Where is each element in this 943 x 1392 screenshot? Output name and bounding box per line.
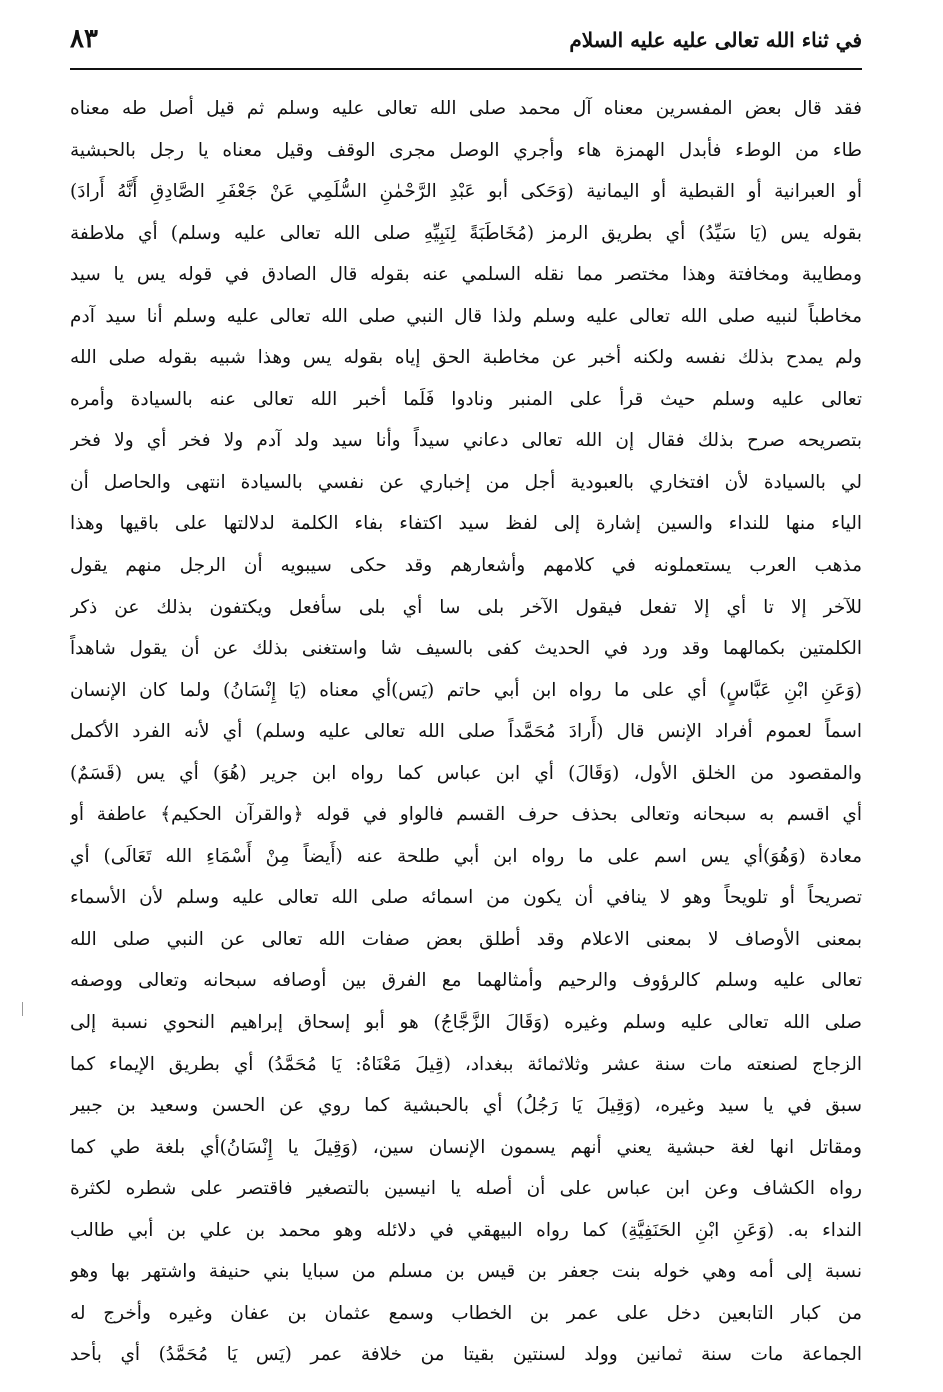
text-line: أو العبرانية أو القبطية أو اليمانية (وَحَكى أبو عَبْدِ الرَّحْمٰنِ السُّلَمِي عَنْ جَعْفَرِ الصَّادِقِ أَنَّهُ أَرادَ) <box>70 181 862 203</box>
text-line: والمقصود من الخلق الأول، (وَقَالَ) أي ابن عباس كما رواه ابن جرير (هُوَ) أي يس (قَسَمٌ) <box>70 762 862 784</box>
text-line: ومطايبة ومخافتة وهذا مختصر مما نقله السلمي عنه بقوله قال الصادق في قوله يس يا سيد <box>70 264 862 286</box>
text-line: بتصريحه صرح بذلك فقال إن الله تعالى دعاني سيداً وأنا سيد ولد آدم ولا فخر أي ولا فخر <box>70 430 862 452</box>
header-divider <box>70 68 862 70</box>
body-text <box>70 88 862 1376</box>
text-line: من كبار التابعين دخل على عمر بن الخطاب وسمع عثمان بن عفان وغيره وأخرج له <box>70 1302 862 1324</box>
text-line: فقد قال بعض المفسرين معناه آل محمد صلى الله تعالى عليه وسلم ثم قيل أصل طه معناه <box>70 98 862 119</box>
text-line: أي اقسم به سبحانه وتعالى بحذف حرف القسم فالواو في قوله ﴿والقرآن الحكيم﴾ عاطفة أو <box>70 804 862 826</box>
text-line: صلى الله تعالى عليه وسلم وغيره (وَقَالَ الزَّجَّاجُ) هو أبو إسحاق إبراهيم النحوي نسبة إلى <box>70 1012 862 1034</box>
running-title: في ثناء الله تعالى عليه عليه السلام <box>569 28 862 52</box>
text-line: تصريحاً أو تلويحاً وهو لا ينافي أن يكون من اسمائه صلى الله تعالى عليه وسلم لأن الأسماء <box>70 887 862 909</box>
text-line: للآخر إلا تا أي إلا تفعل فيقول الآخر بلى سا أي بلى سأفعل ويكتفون بذلك عن ذكر <box>70 596 862 618</box>
text-line: مذهب العرب يستعملونه في كلامهم وأشعارهم وقد حكى سيبويه أن الرجل منهم يقول <box>70 555 862 577</box>
margin-mark <box>22 1002 23 1016</box>
text-line: نسبة إلى أمه وهي خوله بنت جعفر بن قيس بن مسلم من سبايا بني حنيفة واشتهر بها وهو <box>70 1261 862 1283</box>
text-line: النداء به. (وَعَنِ ابْنِ الحَنَفِيَّةِ) كما رواه البيهقي في دلائله وهو محمد بن علي بن أبي طالب <box>70 1219 862 1241</box>
text-line: الجماعة مات سنة ثمانين وولد لسنتين بقيتا من خلافة عمر (يَس يَا مُحَمَّدُ) أي بأحد <box>70 1344 862 1366</box>
text-line: سبق في يا سيد وغيره، (وَقِيلَ يَا رَجُلُ) أي بالحبشية كما روي عن الحسن وسعيد بن جبير <box>70 1095 862 1117</box>
text-line: مخاطباً لنبيه صلى الله تعالى عليه وسلم ولذا قال النبي صلى الله تعالى عليه وسلم أنا سيد آدم <box>70 305 862 327</box>
text-line: الكلمتين بكمالهما وقد ورد في الحديث كفى بالسيف شا واستغنى بذلك عن أن يقول شاهداً <box>70 638 862 660</box>
text-line: ولم يمدح بذلك نفسه ولكنه أخبر عن مخاطبة الحق إياه بقوله يس وهذا شبيه بقوله صلى الله <box>70 347 862 369</box>
page-header <box>70 22 862 70</box>
text-line: تعالى عليه وسلم حيث قرأ على المنبر ونادوا فَلَما أخبر الله تعالى عنه بالسيادة وأمره <box>70 388 862 410</box>
text-line: رواه الكشاف وعن ابن عباس على أن أصله يا انيسين بالتصغير فاقتصر على شطره لكثرة <box>70 1178 862 1200</box>
text-line: الزجاج لصنعته مات سنة عشر وثلاثمائة ببغداد، (قِيلَ مَعْنَاهُ: يَا مُحَمَّدُ) أي بطريق الإيماء كما <box>70 1053 862 1075</box>
text-line: طاء من الوطء فأبدل الهمزة هاء وأجري الوصل مجرى الوقف وقيل معناه يا رجل بالحبشية <box>70 139 862 161</box>
text-line: ومقاتل انها لغة حبشية يعني أنهم يسمون الإنسان سين، (وَقِيلَ يا إِنْسَانُ)أي بلغة طي كما <box>70 1136 862 1158</box>
text-line: بقوله يس (يَا سَيِّدُ) أي بطريق الرمز (مُخَاطَبَةً لِنَبِيِّهِ صلى الله تعالى عليه وسلم) أي ملاطفة <box>70 222 862 244</box>
text-line: معادة (وَهُوَ)أي يس اسم على ما رواه ابن أبي طلحة عنه (أَيضاً مِنْ أَسْمَاءِ الله تَعَالَى) أي <box>70 845 862 867</box>
text-line: تعالى عليه وسلم كالرؤوف والرحيم وأمثالهما مع الفرق بين أوصافه سبحانه وتعالى ووصفه <box>70 970 862 992</box>
text-line: الياء منها للنداء والسين إشارة إلى لفظ سيد اكتفاء بفاء الكلمة لدلالتها على باقيها وهذا <box>70 513 862 535</box>
text-line: بمعنى الأوصاف لا بمعنى الاعلام وقد أطلق بعض صفات الله تعالى عن النبي صلى الله <box>70 928 862 950</box>
text-line: لي بالسيادة لأن افتخاري بالعبودية أجل من إخباري عن نفسي بالسيادة انتهى والحاصل أن <box>70 471 862 493</box>
text-line: (وَعَنِ ابْنِ عَبَّاسٍ) أي على ما رواه ابن أبي حاتم (يَس)أي معناه (يَا إِنْسَانُ) ولما كان الإنسان <box>70 679 862 701</box>
page-number: ٨٣ <box>70 24 98 54</box>
text-line: اسماً لعموم أفراد الإنس قال (أَرادَ مُحَمَّداً صلى الله تعالى عليه وسلم) أي لأنه الفرد الأكمل <box>70 721 862 743</box>
